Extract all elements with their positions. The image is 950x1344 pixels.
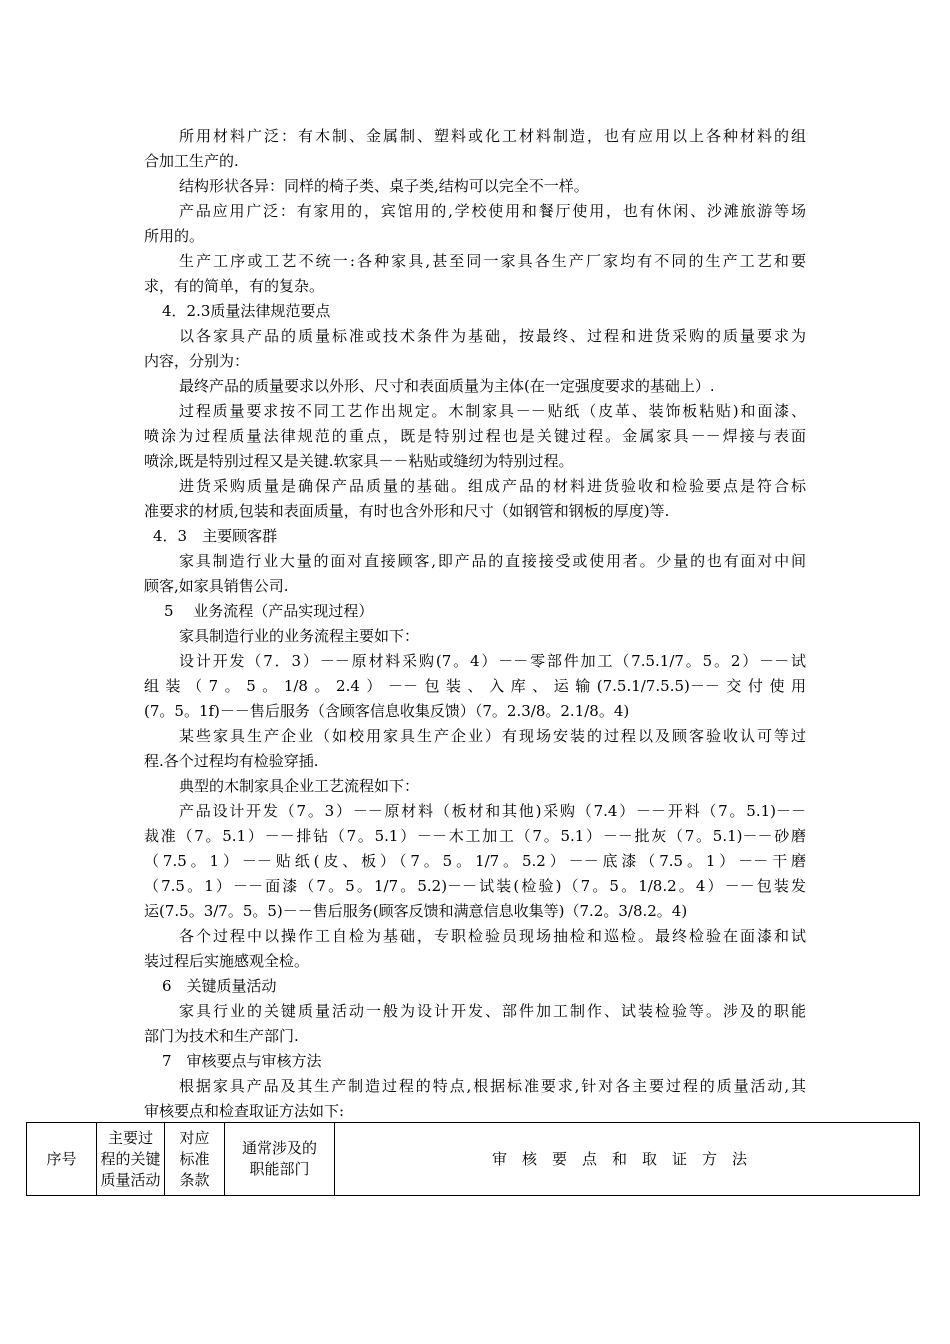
paragraph-line: 喷涂为过程质量法律规范的重点，既是特别过程也是关键过程。金属家具－－焊接与表面: [144, 427, 806, 445]
paragraph-line: 进货采购质量是确保产品质量的基础。组成产品的材料进货验收和检验要点是符合标: [179, 477, 806, 495]
paragraph-line: 合加工生产的.: [144, 152, 239, 170]
paragraph-line: 家具制造行业的业务流程主要如下：: [179, 627, 420, 645]
section-heading: 6 关键质量活动: [162, 977, 277, 995]
paragraph-line: 审核要点和检查取证方法如下:: [144, 1102, 345, 1120]
paragraph-line: 产品应用广泛：有家用的，宾馆用的,学校使用和餐厅使用，也有休闲、沙滩旅游等场: [179, 202, 806, 220]
audit-table: [26, 1122, 920, 1196]
paragraph-line: 所用的。: [144, 227, 205, 245]
paragraph-line: 求，有的简单，有的复杂。: [144, 277, 325, 295]
paragraph-line: 各个过程中以操作工自检为基础，专职检验员现场抽检和巡检。最终检验在面漆和试: [179, 927, 806, 945]
table-header-row: [27, 1123, 920, 1196]
paragraph-line: 家具制造行业大量的面对直接顾客,即产品的直接接受或使用者。少量的也有面对中间: [179, 552, 806, 570]
paragraph-line: 组装（7。5。1/8。2.4）－－包装、入库、运输(7.5.1/7.5.5)－－交付使用: [144, 677, 806, 695]
paragraph-line: 典型的木制家具企业工艺流程如下：: [179, 777, 420, 795]
paragraph-line: 以各家具产品的质量标准或技术条件为基础，按最终、过程和进货采购的质量要求为: [179, 327, 806, 345]
paragraph-line: 产品设计开发（7。3）－－原材料（板材和其他)采购（7.4）－－开料（7。5.1)－－: [179, 802, 806, 820]
header-key-quality-activity: 主要过 程的关键 质量活动: [97, 1123, 165, 1196]
header-functional-department: 通常涉及的 职能部门: [225, 1123, 335, 1196]
paragraph-line: 部门为技术和生产部门.: [144, 1027, 299, 1045]
header-serial-number: 序号: [27, 1123, 97, 1196]
paragraph-line: 结构形状各异：同样的椅子类、桌子类,结构可以完全不一样。: [179, 177, 589, 195]
paragraph-line: 过程质量要求按不同工艺作出规定。木制家具－－贴纸（皮革、装饰板粘贴)和面漆、: [179, 402, 806, 420]
paragraph-line: （7.5。1）－－面漆（7。5。1/7。5.2)－－试装(检验)（7。5。1/8.2。4）－－包装发: [144, 877, 806, 895]
section-heading: 5 业务流程（产品实现过程）: [164, 602, 374, 620]
header-standard-clause: 对应 标准 条款: [165, 1123, 225, 1196]
paragraph-line: 根据家具产品及其生产制造过程的特点,根据标准要求,针对各主要过程的质量活动,其: [179, 1077, 806, 1095]
section-heading: 7 审核要点与审核方法: [162, 1052, 322, 1070]
header-audit-points-and-methods: 审核要点和取证方法: [335, 1123, 920, 1196]
paragraph-line: 装过程后实施感观全检。: [144, 952, 310, 970]
paragraph-line: 裁准（7。5.1）－－排钻（7。5.1）－－木工加工（7。5.1）－－批灰（7。5.1)－－砂磨: [144, 827, 806, 845]
paragraph-line: 最终产品的质量要求以外形、尺寸和表面质量为主体(在一定强度要求的基础上）.: [179, 377, 715, 395]
paragraph-line: 准要求的材质,包装和表面质量，有时也含外形和尺寸（如钢管和钢板的厚度)等.: [144, 502, 670, 520]
section-heading: 4．2.3质量法律规范要点: [162, 302, 331, 320]
paragraph-line: 喷涂,既是特别过程又是关键.软家具－－粘贴或缝纫为特别过程。: [144, 452, 574, 470]
section-heading: 4．3 主要顾客群: [153, 527, 278, 545]
paragraph-line: 程.各个过程均有检验穿插.: [144, 752, 319, 770]
paragraph-line: 所用材料广泛：有木制、金属制、塑料或化工材料制造，也有应用以上各种材料的组: [179, 127, 806, 145]
paragraph-line: 生产工序或工艺不统一:各种家具,甚至同一家具各生产厂家均有不同的生产工艺和要: [179, 252, 806, 270]
paragraph-line: 运(7.5。3/7。5。5)－－售后服务(顾客反馈和满意信息收集等)（7.2。3/8.2。4): [144, 902, 688, 920]
paragraph-line: 顾客,如家具销售公司.: [144, 577, 289, 595]
paragraph-line: 设计开发（7．3）－－原材料采购(7。4）－－零部件加工（7.5.1/7。5。2）－－试: [179, 652, 806, 670]
paragraph-line: (7。5。1f)－－售后服务（含顾客信息收集反馈）（7。2.3/8。2.1/8。4): [144, 702, 630, 720]
paragraph-line: （7.5。1）－－贴纸(皮、板）（7。5。1/7。5.2）－－底漆（7.5。1）－－干磨: [144, 852, 807, 870]
paragraph-line: 内容，分别为：: [144, 352, 250, 370]
paragraph-line: 家具行业的关键质量活动一般为设计开发、部件加工制作、试装检验等。涉及的职能: [179, 1002, 806, 1020]
paragraph-line: 某些家具生产企业（如校用家具生产企业）有现场安装的过程以及顾客验收认可等过: [179, 727, 806, 745]
